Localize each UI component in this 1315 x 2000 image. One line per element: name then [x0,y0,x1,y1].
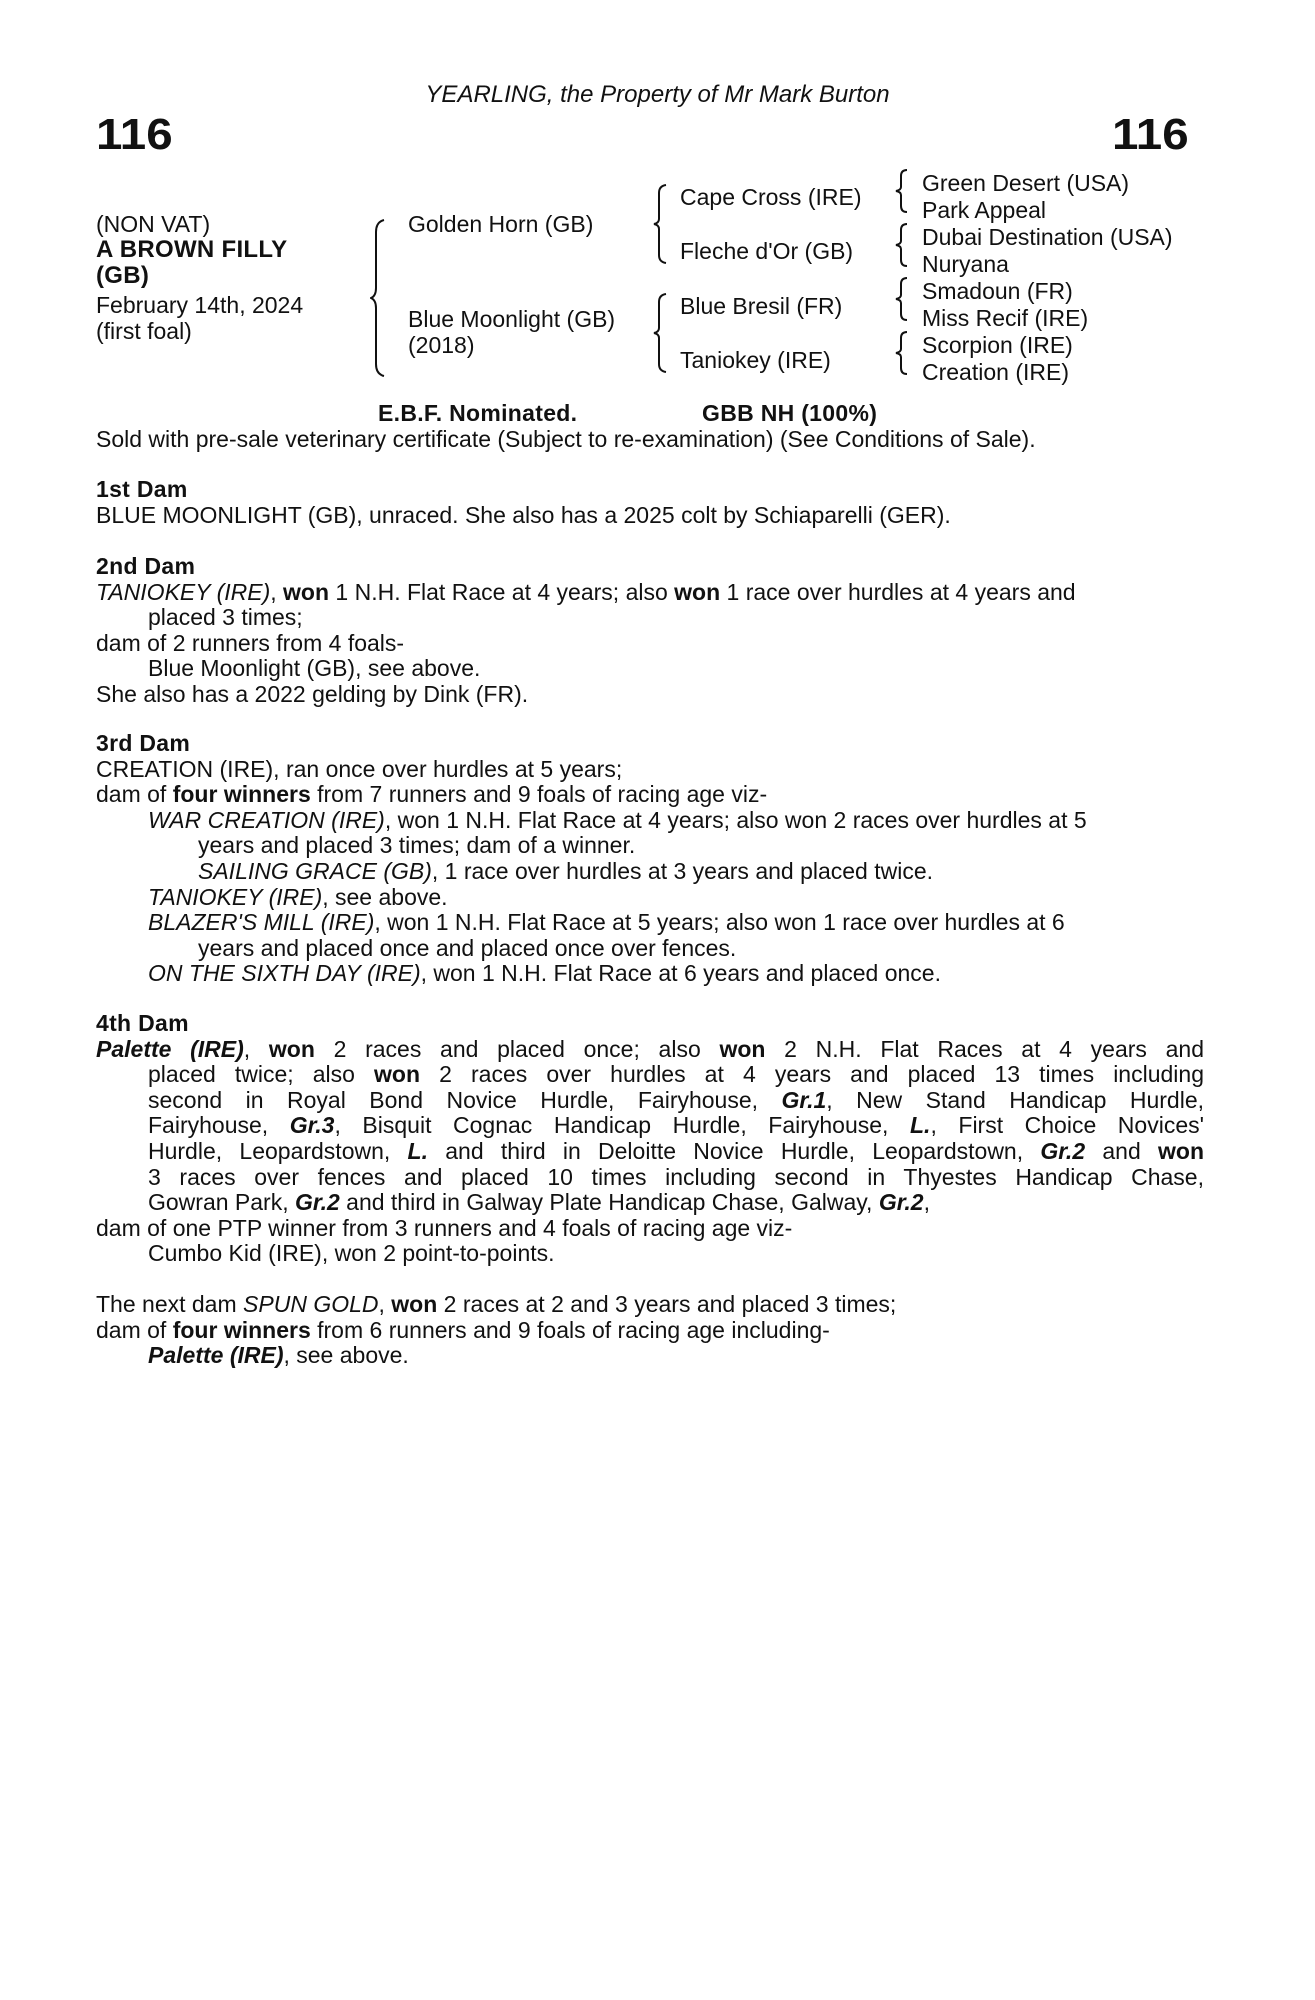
text: 2 N.H. Flat Races at 4 years and [765,1035,1204,1062]
record-text: 1 race over hurdles at 4 years and [720,578,1076,605]
foal-note: (first foal) [96,318,192,344]
fourth-dam-record-line [96,1139,1204,1165]
fourth-dam-produce: Cumbo Kid (IRE), won 2 point-to-points. [148,1240,555,1267]
second-dam-also: She also has a 2022 gelding by Dink (FR). [96,680,529,707]
grade-label: Gr.2 [1040,1137,1086,1164]
produce-text: , 1 race over hurdles at 3 years and placed twice. [431,857,934,884]
next-dam-produce-intro [96,1318,1204,1344]
text: 2 races at 2 and 3 years and placed 3 times; [437,1291,897,1317]
vat-status: (NON VAT) [96,211,211,237]
text: , New Stand Handicap Hurdle, [826,1086,1204,1113]
fourth-dam-record-line: 3 races over fences and placed 10 times including second in Thyestes Handicap Chase, [148,1163,1204,1190]
pedigree-main-brace [370,218,390,378]
produce-text: , won 1 N.H. Flat Race at 5 years; also won 1 race over hurdles at 6 [374,909,1065,936]
second-dam-record-cont: placed 3 times; [148,604,303,631]
pedigree-gen3-brace-3 [894,276,910,322]
third-dam-produce-intro [96,782,1204,808]
pedigree-gen3-3: Dubai Destination (USA) [922,224,1173,250]
pedigree-gen3-5: Smadoun (FR) [922,278,1073,304]
pedigree-gen3-4: Nuryana [922,251,1009,277]
fourth-dam-produce-intro: dam of one PTP winner from 3 runners and 4 foals of racing age viz- [96,1214,793,1241]
winners-count: four winners [172,781,311,808]
pedigree-dam-dam: Taniokey (IRE) [680,347,831,373]
grade-label: Gr.1 [781,1086,827,1113]
sale-header: YEARLING, the Property of Mr Mark Burton [425,81,890,108]
fourth-dam-record-line [96,1062,1204,1088]
lot-description: A BROWN FILLY [96,236,288,263]
second-dam-record: TANIOKEY (IRE), won 1 N.H. Flat Race at 4 years; also won 1 race over hurdles at 4 years and [96,578,1076,605]
won-label: won [268,1035,315,1062]
pedigree-sire-brace [652,183,670,265]
grade-label: L. [407,1137,428,1164]
produce-text: , won 1 N.H. Flat Race at 6 years and placed once. [420,960,941,987]
text: Hurdle, Leopardstown, [148,1137,408,1164]
text: Fairyhouse, [148,1112,290,1139]
text: 2 races over hurdles at 4 years and placed 13 times including [420,1061,1204,1088]
produce-name: TANIOKEY (IRE) [148,883,323,910]
record-text: 1 N.H. Flat Race at 4 years; also [329,578,675,605]
won-label: won [719,1035,766,1062]
ebf-nominated: E.B.F. Nominated. [378,400,578,426]
won-label: won [391,1291,438,1317]
produce-name: BLAZER'S MILL (IRE) [148,909,375,936]
text: dam of [96,781,173,808]
pedigree-dam-sire: Blue Bresil (FR) [680,293,843,319]
text: second in Royal Bond Novice Hurdle, Fairyhouse, [148,1086,782,1113]
text: dam of [96,1316,173,1343]
fourth-dam-record-line: Palette (IRE), won 2 races and placed once; also won 2 N.H. Flat Races at 4 years and [96,1035,1204,1062]
produce-item [96,961,1204,987]
next-dam-name: SPUN GOLD [243,1291,379,1317]
pedigree-sire-sire: Cape Cross (IRE) [680,184,862,210]
produce-item-cont: years and placed once and placed once over fences. [198,934,737,961]
produce-name: Palette (IRE) [148,1342,284,1369]
pedigree-gen3-6: Miss Recif (IRE) [922,305,1089,331]
lot-number-right: 116 [1112,110,1189,159]
second-dam-heading: 2nd Dam [96,553,196,579]
second-dam-name: TANIOKEY (IRE) [96,578,271,605]
produce-name: WAR CREATION (IRE) [148,806,385,833]
fourth-dam-record-line [96,1190,1204,1216]
second-dam-produce-intro: dam of 2 runners from 4 foals- [96,629,405,656]
produce-text: , won 1 N.H. Flat Race at 4 years; also won 2 races over hurdles at 5 [384,806,1087,833]
second-dam-section [96,554,1204,708]
fourth-dam-heading: 4th Dam [96,1010,189,1036]
fourth-dam-section [96,1011,1204,1267]
next-dam-section [96,1292,1204,1369]
pedigree-sire: Golden Horn (GB) [408,211,594,237]
lot-country: (GB) [96,262,150,289]
text: The next dam [96,1291,244,1317]
fourth-dam-record-line [96,1088,1204,1114]
pedigree-gen3-2: Park Appeal [922,197,1047,223]
winners-count: four winners [172,1316,311,1343]
produce-item-cont: years and placed 3 times; dam of a winner. [198,832,636,859]
pedigree-sire-dam: Fleche d'Or (GB) [680,238,854,264]
pedigree-gen3-brace-1 [894,168,910,214]
text: 2 races and placed once; also [314,1035,720,1062]
next-dam-record: The next dam SPUN GOLD, won 2 races at 2 and 3 years and placed 3 times; [96,1291,897,1317]
grade-label: Gr.2 [295,1189,340,1216]
produce-item [96,859,1204,885]
third-dam-section [96,731,1204,987]
pedigree-gen3-8: Creation (IRE) [922,359,1069,385]
won-label: won [374,1061,421,1088]
text: , First Choice Novices' [930,1112,1204,1139]
third-dam-record: CREATION (IRE), ran once over hurdles at 5 years; [96,755,623,782]
text: , Bisquit Cognac Handicap Hurdle, Fairyhouse, [334,1112,910,1139]
foaling-date: February 14th, 2024 [96,292,304,318]
third-dam-heading: 3rd Dam [96,730,191,756]
produce-item [96,910,1204,936]
first-dam-text: BLUE MOONLIGHT (GB), unraced. She also has a 2025 colt by Schiaparelli (GER). [96,501,951,528]
produce-text: , see above. [322,883,448,910]
text: , [923,1189,930,1216]
won-label: won [283,578,330,605]
first-dam-heading: 1st Dam [96,476,188,502]
gbb-status: GBB NH (100%) [702,400,878,426]
text: and third in Galway Plate Handicap Chase, Galway, [339,1189,879,1216]
lot-number-left: 116 [96,110,173,159]
pedigree-gen3-1: Green Desert (USA) [922,170,1130,196]
grade-label: L. [910,1112,931,1139]
text: and [1085,1137,1159,1164]
pedigree-gen3-7: Scorpion (IRE) [922,332,1073,358]
pedigree-gen3-brace-4 [894,330,910,376]
fourth-dam-record-line [96,1113,1204,1139]
first-dam-section [96,477,1204,528]
text: placed twice; also [148,1061,375,1088]
grade-label: Gr.3 [289,1112,335,1139]
produce-name: ON THE SIXTH DAY (IRE) [148,960,421,987]
next-dam-produce [96,1343,1204,1369]
won-label: won [1158,1137,1205,1164]
grade-label: Gr.2 [878,1189,924,1216]
pedigree-dam: Blue Moonlight (GB) [408,306,616,332]
vet-certificate-note: Sold with pre-sale veterinary certificate (Subject to re-examination) (See Conditions of Sale). [96,426,1036,452]
second-dam-produce: Blue Moonlight (GB), see above. [148,655,481,682]
produce-text: , see above. [283,1342,409,1369]
text: from 6 runners and 9 foals of racing age including- [310,1316,830,1343]
produce-item [96,885,1204,911]
fourth-dam-name: Palette (IRE) [96,1035,244,1062]
pedigree-dam-brace [652,292,670,374]
produce-name: SAILING GRACE (GB) [198,857,432,884]
text: Gowran Park, [148,1189,295,1216]
won-label: won [674,578,721,605]
pedigree-dam-year: (2018) [408,332,475,358]
text: and third in Deloitte Novice Hurdle, Leopardstown, [428,1137,1041,1164]
pedigree-gen3-brace-2 [894,222,910,268]
produce-item [96,808,1204,834]
text: from 7 runners and 9 foals of racing age viz- [310,781,768,808]
